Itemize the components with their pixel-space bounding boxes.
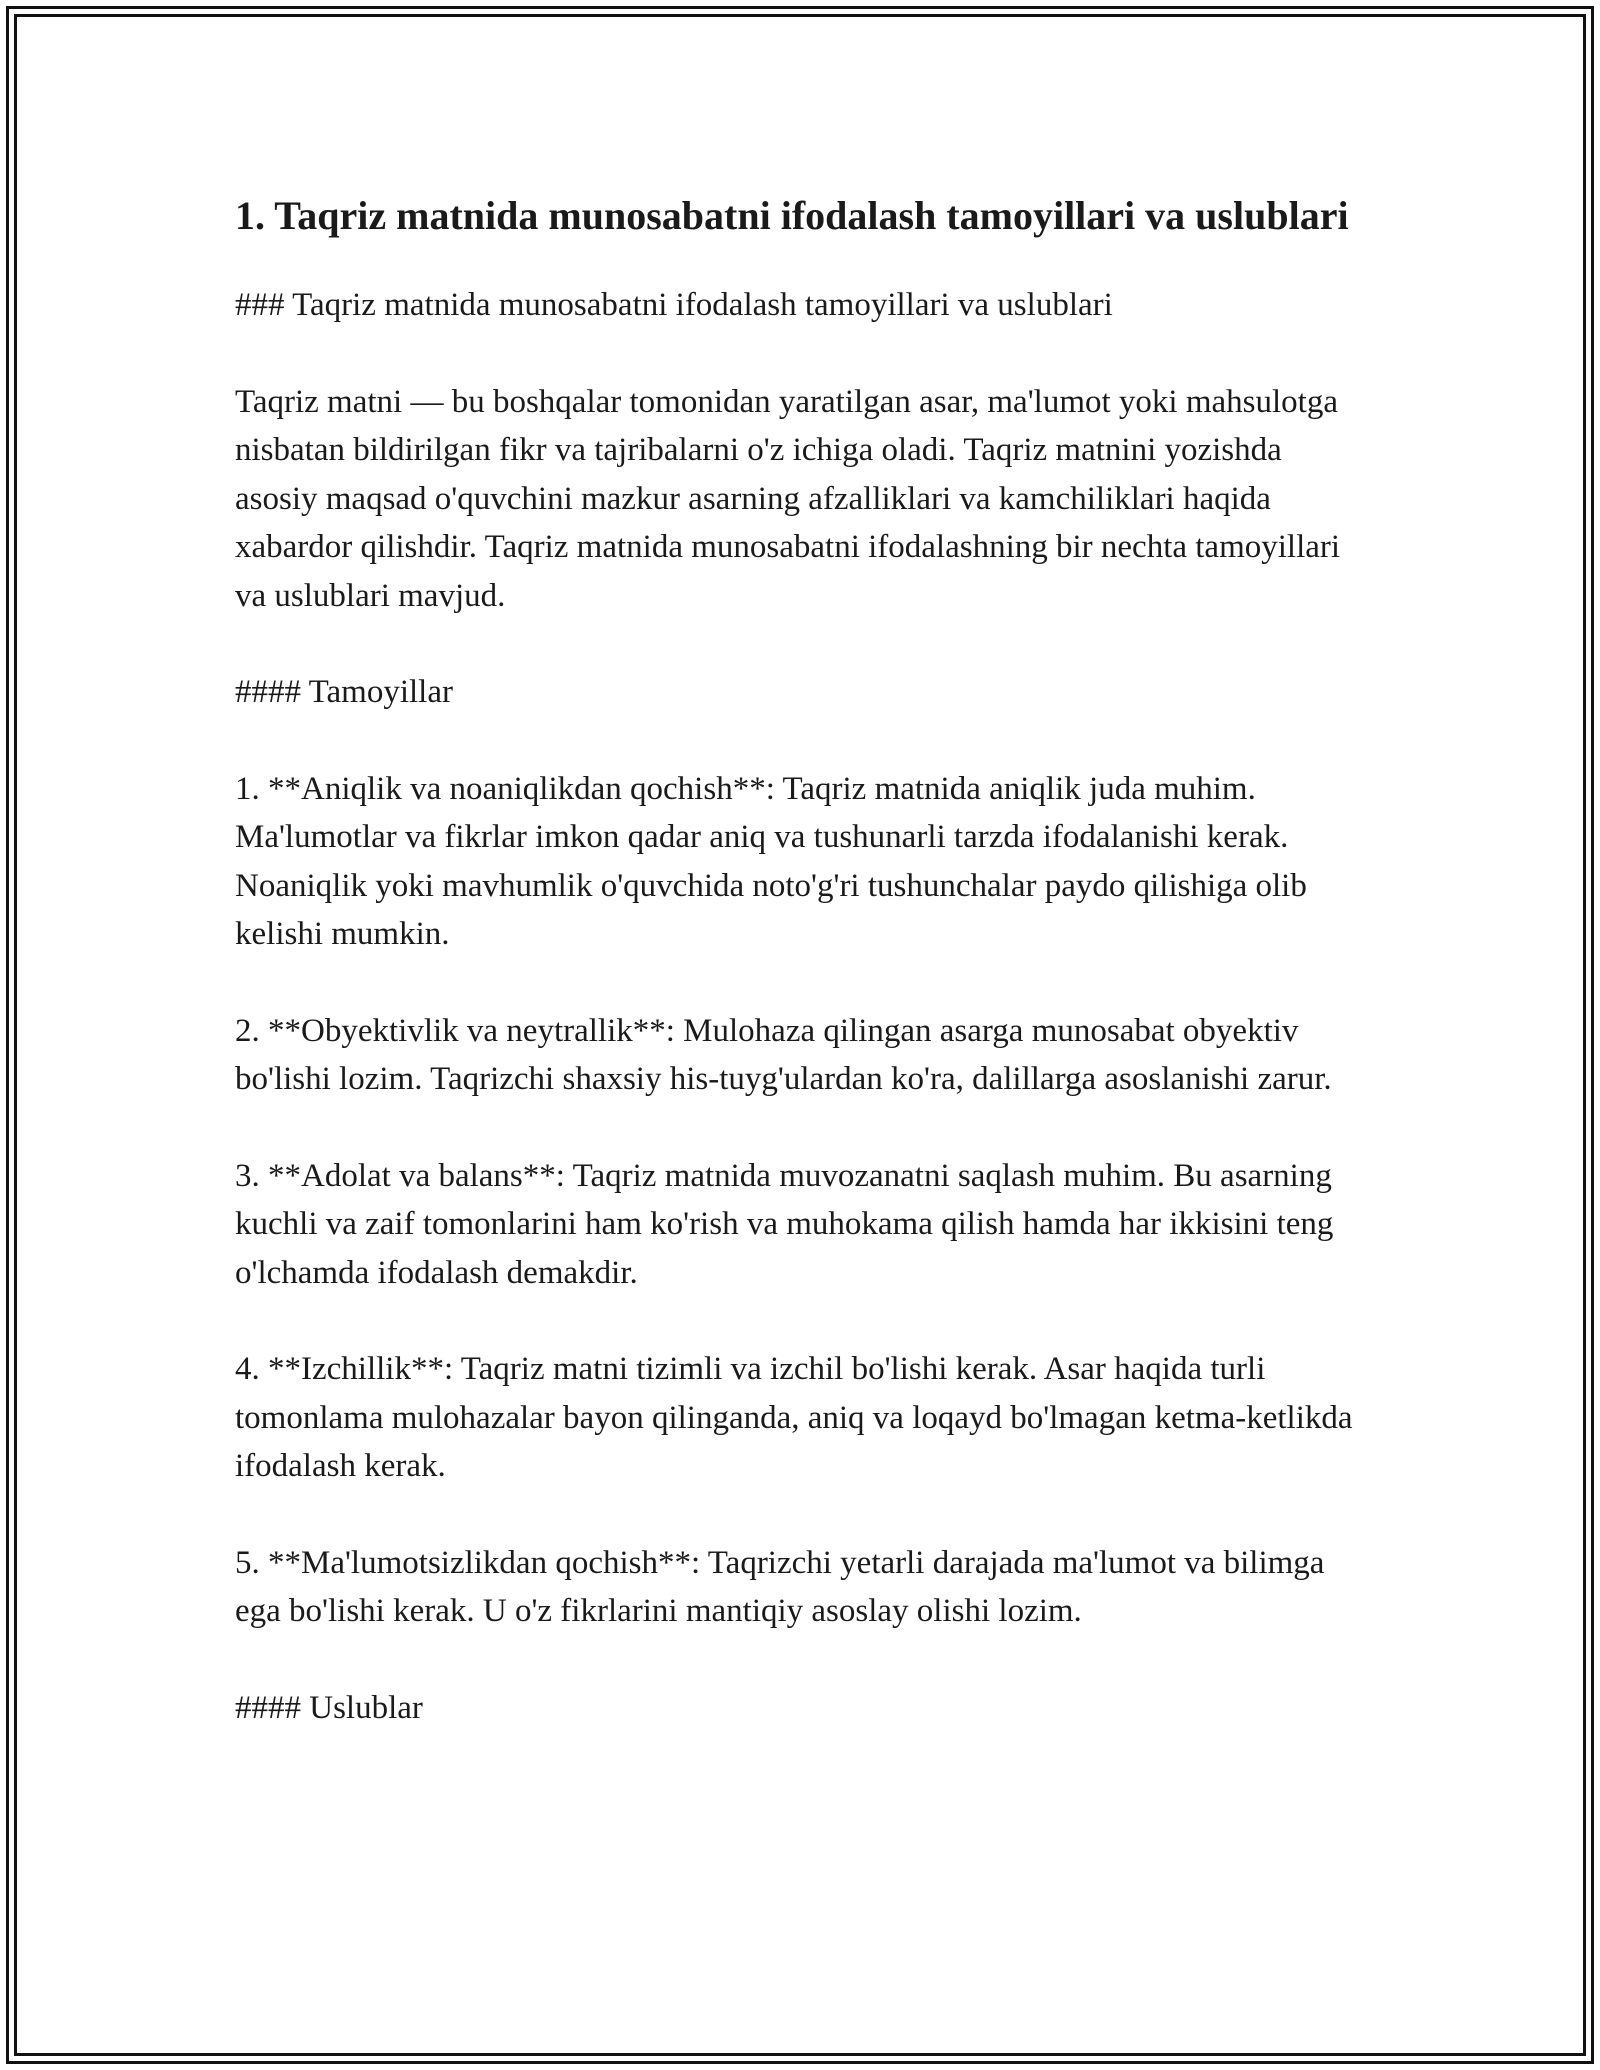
principle-1-paragraph: 1. **Aniqlik va noaniqlikdan qochish**: Taqriz matnida aniqlik juda muhim. Ma'lumotlar va fikrlar imkon qadar aniq va tushunarli tarzda ifodalanishi kerak. Noaniqlik yoki mavhumlik o'quvchida noto'g'ri tushunchalar paydo qilishiga olib kelishi mumkin. — [235, 770, 1307, 952]
document-title: 1. Taqriz matnida munosabatni ifodalash tamoyillari va uslublari — [235, 193, 1349, 238]
section-heading-uslublar: #### Uslublar — [235, 1689, 423, 1726]
document-body — [235, 188, 1365, 1780]
principle-2-paragraph: 2. **Obyektivlik va neytrallik**: Mulohaza qilingan asarga munosabat obyektiv bo'lishi lozim. Taqrizchi shaxsiy his-tuyg'ulardan ko'ra, dalillarga asoslanishi zarur. — [235, 1012, 1332, 1097]
principle-5-paragraph: 5. **Ma'lumotsizlikdan qochish**: Taqrizchi yetarli darajada ma'lumot va bilimga ega bo'lishi kerak. U o'z fikrlarini mantiqiy asoslay olishi lozim. — [235, 1544, 1325, 1629]
principle-4-paragraph: 4. **Izchillik**: Taqriz matni tizimli va izchil bo'lishi kerak. Asar haqida turli tomonlama mulohazalar bayon qilinganda, aniq va loqayd bo'lmagan ketma-ketlikda ifodalash kerak. — [235, 1351, 1353, 1484]
principle-3-paragraph: 3. **Adolat va balans**: Taqriz matnida muvozanatni saqlash muhim. Bu asarning kuchli va zaif tomonlarini ham ko'rish va muhokama qilish hamda har ikkisini teng o'lchamda ifodalash demakdir. — [235, 1157, 1334, 1291]
subheading-paragraph: ### Taqriz matnida munosabatni ifodalash tamoyillari va uslublari — [235, 287, 1113, 323]
section-heading-tamoyillar: #### Tamoyillar — [235, 674, 453, 710]
intro-paragraph: Taqriz matni — bu boshqalar tomonidan yaratilgan asar, ma'lumot yoki mahsulotga nisbatan bildirilgan fikr va tajribalarni o'z ichiga oladi. Taqriz matnini yozishda asosiy maqsad o'quvchini mazkur asarning afzalliklari va kamchiliklari haqida xabardor qilishdir. Taqriz matnida munosabatni ifodalashning bir nechta tamoyillari va uslublari mavjud. — [235, 383, 1341, 614]
